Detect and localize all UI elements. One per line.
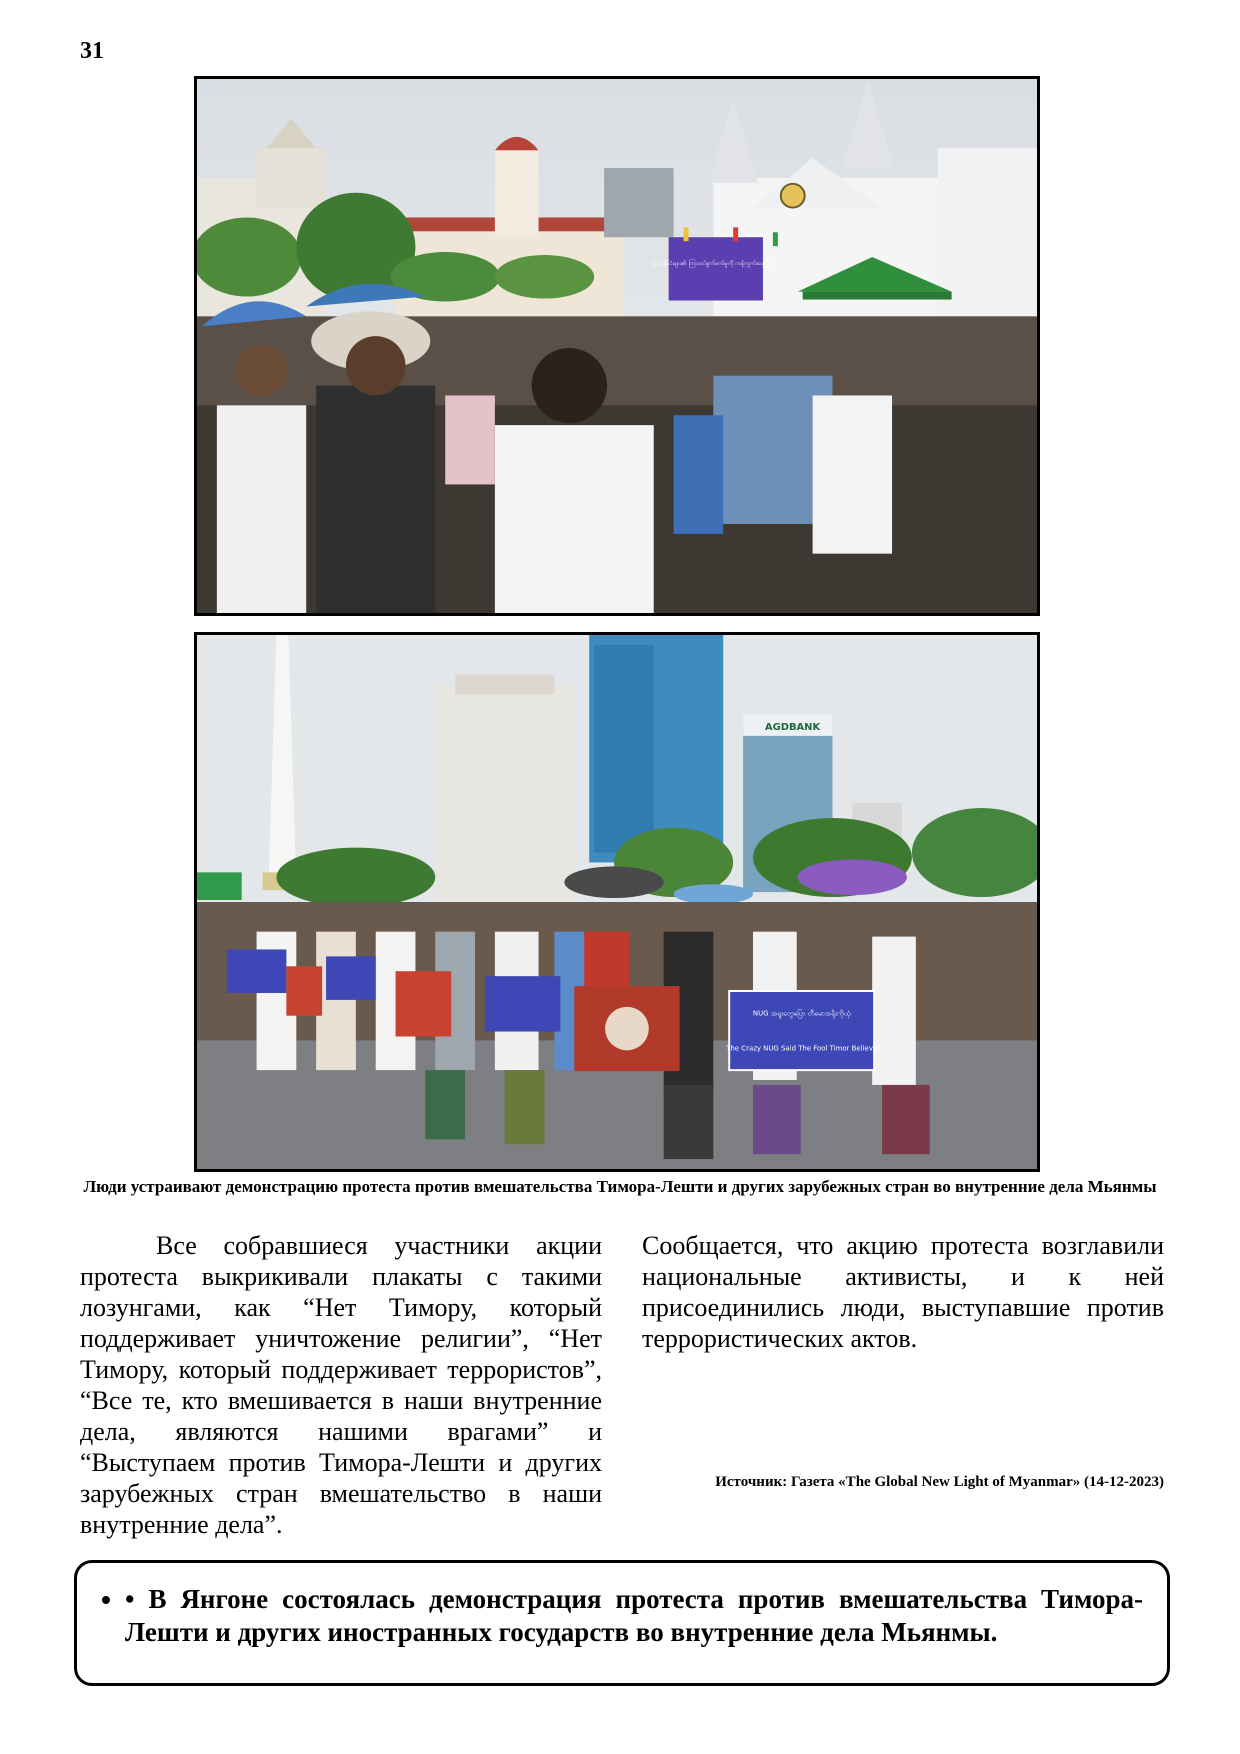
source-note: Источник: Газета «The Global New Light of Myanmar» (14-12-2023) <box>715 1474 1164 1490</box>
stage-banner-text: ပြင်ပနိုင်ငံများ၏ ကြားဝင်စွက်ဖက်မှုကို ကန့်ကွက်ဆန္ဒပြခြင်း <box>652 259 779 267</box>
protest-rally-photo <box>194 76 1040 616</box>
placard-line-photo <box>194 632 1040 1172</box>
bank-sign: AGDBANK <box>764 721 821 733</box>
body-paragraph-right: Сообщается, что акцию протеста возглавили национальные активисты, и к ней присоединились люди, выступавшие против террористических актов. <box>642 1231 1164 1353</box>
page-number: 31 <box>80 38 104 64</box>
summary-box <box>74 1560 1170 1686</box>
placard-line2: The Crazy NUG Said The Fool Timor Believe <box>726 1044 878 1053</box>
summary-list <box>101 1583 1143 1649</box>
placard-line1: NUG အရူးတွေပြော တီမောအရိုးကိုယုံ <box>752 1009 851 1018</box>
photo-caption: Люди устраивают демонстрацию протеста против вмешательства Тимора-Лешти и других зарубежных стран во внутренние дела Мьянмы <box>83 1177 1157 1196</box>
body-paragraph-left: Все собравшиеся участники акции протеста выкрикивали плакаты с такими лозунгами, как “Нет Тимору, который поддерживает уничтожение религии”, “Нет Тимору, который поддерживает террористов”, “Все те, кто вмешивается в наши внутренние дела, являются нашими врагами” и “Выступаем против Тимора-Лешти и других зарубежных стран вмешательство в наши внутренние дела”. <box>80 1231 602 1539</box>
summary-item: • • В Янгоне состоялась демонстрация протеста против вмешательства Тимора-Лешти и других иностранных государств во внутренние дела Мьянмы. <box>125 1583 1143 1649</box>
